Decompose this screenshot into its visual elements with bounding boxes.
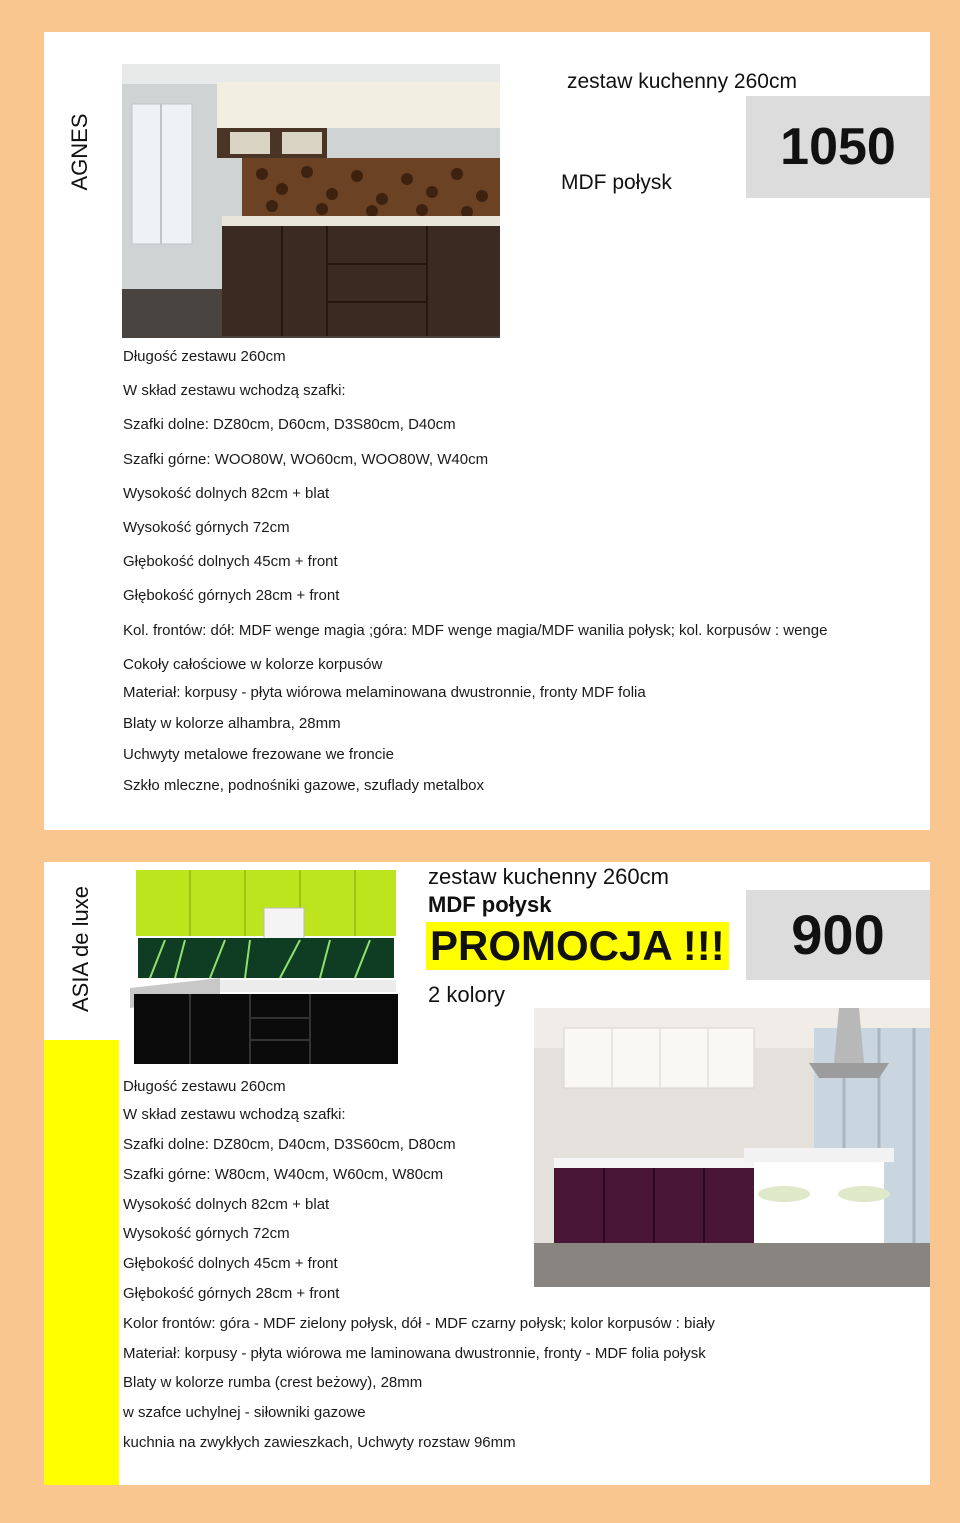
spec-line: Długość zestawu 260cm xyxy=(123,348,286,365)
yellow-sidebar xyxy=(44,1040,119,1485)
price-box xyxy=(746,96,930,198)
model-name: AGNES xyxy=(67,113,92,191)
spec-line: Kol. frontów: dół: MDF wenge magia ;góra: MDF wenge magia/MDF wanilia połysk; kol. korpusów : wenge xyxy=(123,622,828,639)
spec-line: Głębokość górnych 28cm + front xyxy=(123,587,340,604)
spec-line: Materiał: korpusy - płyta wiórowa me laminowana dwustronnie, fronty - MDF folia połysk xyxy=(123,1345,706,1362)
spec-line: Uchwyty metalowe frezowane we froncie xyxy=(123,746,394,763)
promo-label: PROMOCJA !!! xyxy=(430,922,725,969)
offer-card-agnes xyxy=(44,32,930,830)
spec-line: Szkło mleczne, podnośniki gazowe, szuflady metalbox xyxy=(123,777,485,794)
offer-card-asia-de-luxe xyxy=(44,862,930,1485)
material-label: MDF połysk xyxy=(428,892,552,917)
kitchen-photo-small xyxy=(130,868,402,1068)
spec-line: Szafki górne: WOO80W, WO60cm, WOO80W, W40cm xyxy=(123,451,489,468)
colors-label: 2 kolory xyxy=(428,982,506,1007)
model-name: ASIA de luxe xyxy=(68,886,93,1012)
spec-line: Szafki dolne: DZ80cm, D60cm, D3S80cm, D40cm xyxy=(123,416,456,433)
price: 900 xyxy=(791,903,885,966)
spec-line: Kolor frontów: góra - MDF zielony połysk, dół - MDF czarny połysk; kolor korpusów : biały xyxy=(123,1315,715,1332)
spec-line: Wysokość górnych 72cm xyxy=(123,519,290,536)
material-label: MDF połysk xyxy=(561,171,672,194)
spec-line: Wysokość dolnych 82cm + blat xyxy=(123,1196,330,1213)
set-title: zestaw kuchenny 260cm xyxy=(567,70,797,93)
spec-line: W skład zestawu wchodzą szafki: xyxy=(123,382,346,399)
spec-line: Głębokość górnych 28cm + front xyxy=(123,1285,340,1302)
kitchen-photo xyxy=(122,64,500,338)
spec-line: Głębokość dolnych 45cm + front xyxy=(123,1255,338,1272)
spec-line: Długość zestawu 260cm xyxy=(123,1078,286,1095)
price: 1050 xyxy=(780,118,896,176)
spec-line: Blaty w kolorze alhambra, 28mm xyxy=(123,715,341,732)
kitchen-photo-large xyxy=(534,1008,930,1287)
spec-line: Wysokość górnych 72cm xyxy=(123,1225,290,1242)
spec-line: Głębokość dolnych 45cm + front xyxy=(123,553,338,570)
spec-line: Szafki górne: W80cm, W40cm, W60cm, W80cm xyxy=(123,1166,444,1183)
promo-badge xyxy=(426,922,729,970)
spec-line: Szafki dolne: DZ80cm, D40cm, D3S60cm, D80cm xyxy=(123,1136,456,1153)
spec-line: Materiał: korpusy - płyta wiórowa melaminowana dwustronnie, fronty MDF folia xyxy=(123,684,646,701)
spec-line: w szafce uchylnej - siłowniki gazowe xyxy=(123,1404,366,1421)
spec-line: kuchnia na zwykłych zawieszkach, Uchwyty rozstaw 96mm xyxy=(123,1434,516,1451)
price-box xyxy=(746,890,930,980)
spec-line: Wysokość dolnych 82cm + blat xyxy=(123,485,330,502)
spec-line: Blaty w kolorze rumba (crest beżowy), 28mm xyxy=(123,1374,423,1391)
set-title: zestaw kuchenny 260cm xyxy=(428,864,669,889)
spec-line: W skład zestawu wchodzą szafki: xyxy=(123,1106,346,1123)
spec-line: Cokoły całościowe w kolorze korpusów xyxy=(123,656,383,673)
